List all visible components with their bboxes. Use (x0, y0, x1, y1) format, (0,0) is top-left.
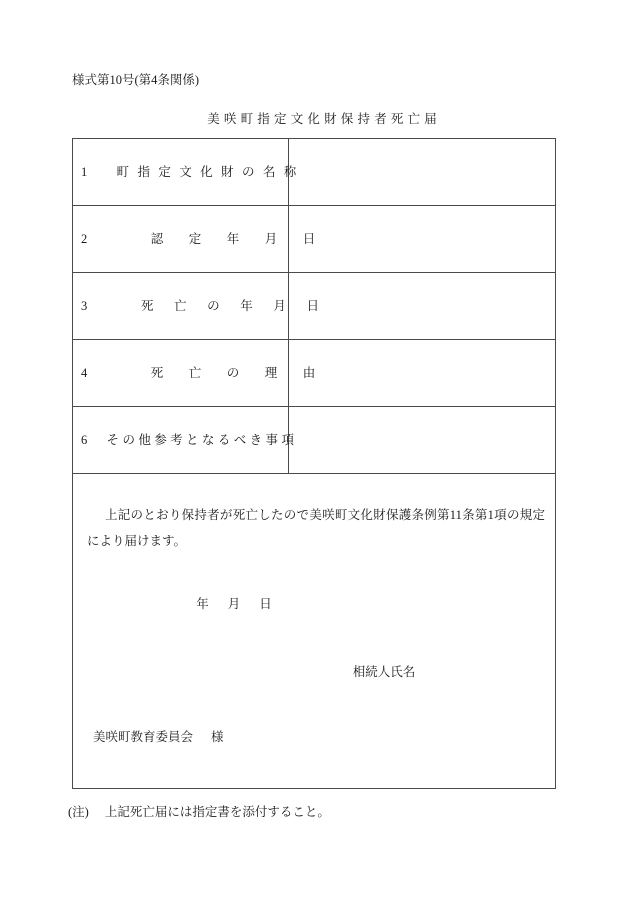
document-title: 美咲町指定文化財保持者死亡届 (207, 112, 441, 126)
row-label-text-4: 4 死亡の理由 (81, 366, 341, 380)
table-row (73, 206, 556, 273)
addressee-name: 美咲町教育委員会 (93, 730, 194, 744)
row-value-cell-1[interactable] (289, 139, 556, 206)
death-notification-table (72, 138, 556, 789)
table-row (73, 340, 556, 407)
statement-cell (73, 474, 556, 789)
row-label-cell-1 (73, 139, 305, 206)
addressee-line (93, 727, 224, 745)
form-number: 様式第10号(第4条関係) (72, 73, 200, 87)
row-label-text-2: 2 認定年月日 (81, 232, 341, 246)
row-label-text-6: 6 その他参考となるべき事項 (81, 433, 298, 447)
row-label-cell-2 (73, 206, 341, 273)
footnote-marker: (注) (68, 805, 89, 819)
table-row (73, 273, 556, 340)
row-label-cell-4 (73, 340, 341, 407)
heir-name-label[interactable]: 相続人氏名 (352, 665, 416, 679)
row-label-cell-3 (73, 273, 340, 340)
row-label-text-3: 3 死亡の年月日 (81, 299, 340, 313)
row-label-cell-6 (73, 407, 298, 474)
date-line[interactable]: 年月日 (196, 597, 291, 611)
row-value-cell-6[interactable] (289, 407, 556, 474)
row-label-text-1: 1 町指定文化財の名称 (81, 165, 305, 179)
table-row (73, 407, 556, 474)
statement-text: 上記のとおり保持者が死亡したので美咲町文化財保護条例第11条第1項の規定により届けます。 (87, 508, 545, 548)
footnote (68, 803, 330, 821)
statement-body (73, 474, 555, 788)
addressee-honorific: 様 (211, 730, 224, 744)
footnote-text: 上記死亡届には指定書を添付すること。 (104, 805, 330, 819)
statement-row (73, 474, 556, 789)
table-row (73, 139, 556, 206)
